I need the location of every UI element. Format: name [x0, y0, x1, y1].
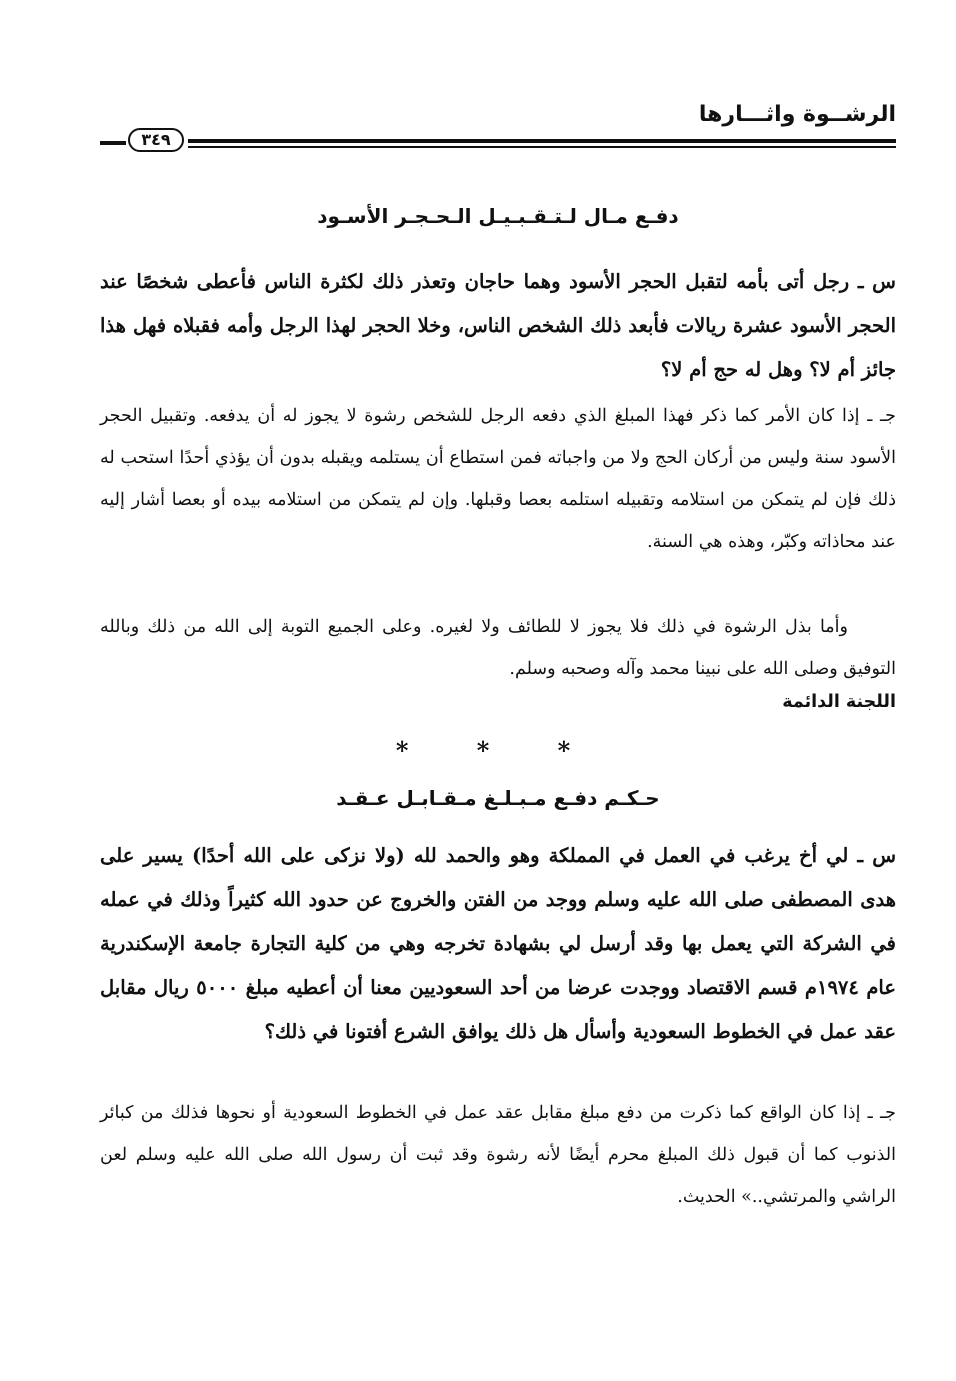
answer-1: جـ ـ إذا كان الأمر كما ذكر فهذا المبلغ الذي دفعه الرجل للشخص رشوة لا يجوز له أن يدفعه. وتقبيل الحجر الأسود سنة وليس من أركان الحج ولا من واجباته فمن استطاع أن يستلمه ويقبله بدون أن يؤذي أحدًا استحب له ذلك فإن لم يتمكن من استلامه وتقبيله استلمه بعصا وقبلها. وإن لم يتمكن من استلامه بيده أو بعصا أشار إليه عند محاذاته وكبّر، وهذه هي السنة.	[100, 406, 896, 552]
section-separator: * * *	[395, 736, 601, 765]
answer-1-continued: وأما بذل الرشوة في ذلك فلا يجوز لا للطائف ولا لغيره. وعلى الجميع التوبة إلى الله من ذلك وبالله التوفيق وصلى الله على نبينا محمد وآله وصحبه وسلم.	[100, 617, 896, 679]
section-title-1: دفـع مـال لـتـقـبـيـل الـحـجـر الأسـود	[317, 204, 679, 228]
signature: اللجنة الدائمة	[782, 692, 896, 712]
running-title: الرشــوة واثـــارها	[698, 102, 896, 127]
header-rule-thin	[188, 146, 896, 148]
section-title-2: حـكـم دفـع مـبـلـغ مـقـابـل عـقـد	[336, 786, 660, 810]
question-2: س ـ لي أخ يرغب في العمل في المملكة وهو والحمد لله (ولا نزكى على الله أحدًا) يسير على هدى المصطفى صلى الله عليه وسلم ووجد من الفتن والخروج عن حدود الله كثيراً وذلك في عمله في الشركة التي يعمل بها وقد أرسل لي بشهادة تخرجه وهي من كلية التجارة جامعة الإسكندرية عام ١٩٧٤م قسم الاقتصاد ووجدت عرضا من أحد السعوديين معنا أن أعطيه مبلغ ٥٠٠٠ ريال مقابل عقد عمل في الخطوط السعودية وأسأل هل ذلك يوافق الشرع أفتونا في ذلك؟	[100, 844, 896, 1043]
page-header	[100, 98, 896, 150]
header-rule-left	[100, 141, 126, 145]
header-rule	[188, 139, 896, 143]
answer-2: جـ ـ إذا كان الواقع كما ذكرت من دفع مبلغ مقابل عقد عمل في الخطوط السعودية أو نحوها فذلك من كبائر الذنوب كما أن قبول ذلك المبلغ محرم أيضًا لأنه رشوة وقد ثبت أن رسول الله صلى الله عليه وسلم لعن الراشي والمرتشي..» الحديث.	[100, 1103, 896, 1207]
page-number: ٣٤٩	[128, 128, 184, 152]
question-1: س ـ رجل أتى بأمه لتقبل الحجر الأسود وهما حاجان وتعذر ذلك لكثرة الناس فأعطى شخصًا عند الحجر الأسود عشرة ريالات فأبعد ذلك الشخص الناس، وخلا الحجر لهذا الرجل وأمه فقبلاه فهل هذا جائز أم لا؟ وهل له حج أم لا؟	[100, 270, 896, 381]
